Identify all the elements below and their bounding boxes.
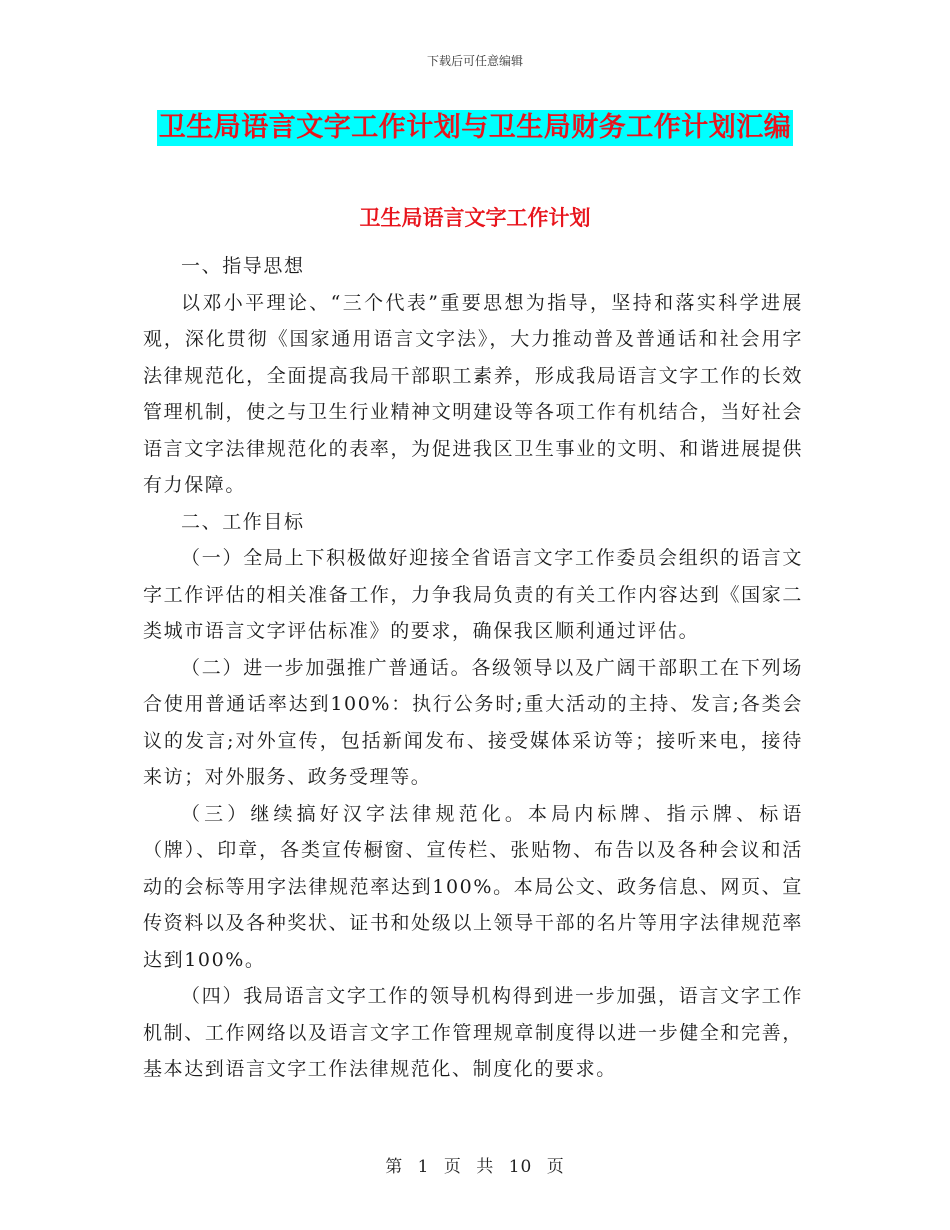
paragraph-goal-1: （一）全局上下积极做好迎接全省语言文字工作委员会组织的语言文字工作评估的相关准备工作，力争我局负责的有关工作内容达到《国家二类城市语言文字评估标准》的要求，确保我区顺利通过评估。 [143, 547, 803, 642]
footer-suffix: 页 [546, 1157, 565, 1177]
document-body [143, 248, 803, 1088]
main-title-container [0, 110, 950, 146]
paragraph-goal-4: （四）我局语言文字工作的领导机构得到进一步加强，语言文字工作机制、工作网络以及语言文字工作管理规章制度得以进一步健全和完善，基本达到语言文字工作法律规范化、制度化的要求。 [143, 985, 803, 1080]
footer-prefix: 第 [385, 1157, 404, 1177]
main-title: 卫生局语言文字工作计划与卫生局财务工作计划汇编 [157, 110, 794, 146]
footer-page-label: 页 [443, 1157, 462, 1177]
footer-total-pages: 10 [508, 1157, 533, 1177]
footer-total-label: 共 [476, 1157, 495, 1177]
heading-guiding-thought: 一、指导思想 [181, 255, 305, 277]
page-header-note: 下载后可任意编辑 [426, 54, 523, 68]
footer-page-number: 1 [417, 1157, 430, 1177]
paragraph-guiding-thought: 以邓小平理论、“三个代表”重要思想为指导，坚持和落实科学进展观，深化贯彻《国家通用语言文字法》，大力推动普及普通话和社会用字法律规范化，全面提高我局干部职工素养，形成我局语言文字工作的长效管理机制，使之与卫生行业精神文明建设等各项工作有机结合，当好社会语言文字法律规范化的表率，为促进我区卫生事业的文明、和谐进展提供有力保障。 [143, 291, 803, 496]
paragraph-goal-2: （二）进一步加强推广普通话。各级领导以及广阔干部职工在下列场合使用普通话率达到100%：执行公务时;重大活动的主持、发言;各类会议的发言;对外宣传，包括新闻发布、接受媒体采访等；接听来电，接待来访；对外服务、政务受理等。 [143, 656, 803, 788]
page-footer [0, 1152, 950, 1177]
heading-work-goals: 二、工作目标 [181, 510, 305, 533]
paragraph-goal-3: （三）继续搞好汉字法律规范化。本局内标牌、指示牌、标语（牌）、印章，各类宣传橱窗、宣传栏、张贴物、布告以及各种会议和活动的会标等用字法律规范率达到100%。本局公文、政务信息、网页、宣传资料以及各种奖状、证书和处级以上领导干部的名片等用字法律规范率达到100%。 [143, 802, 803, 971]
section-title: 卫生局语言文字工作计划 [359, 206, 591, 230]
